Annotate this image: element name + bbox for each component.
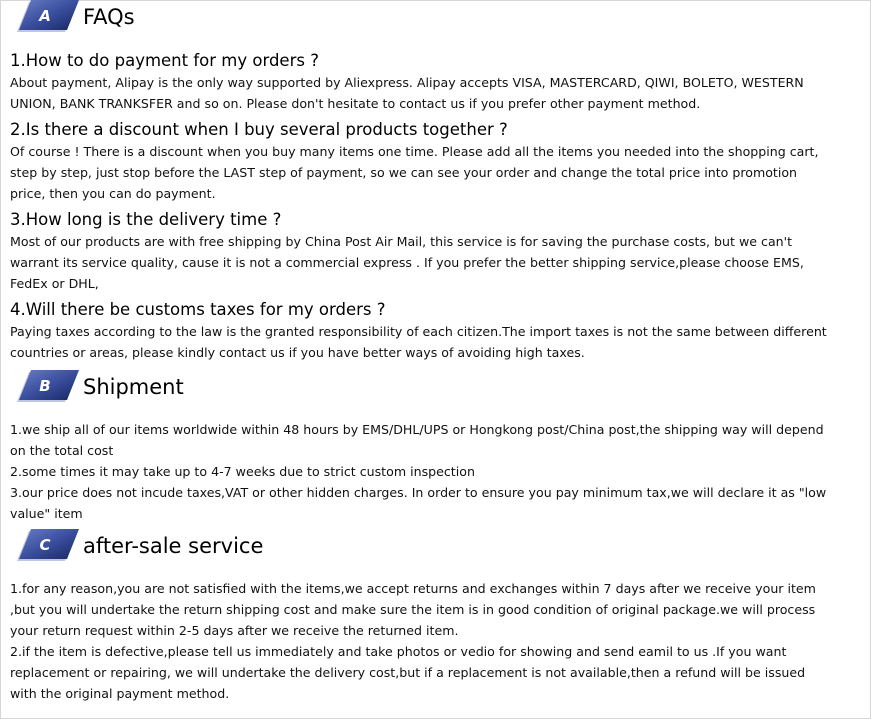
shipment-line: 1.we ship all of our items worldwide within 48 hours by EMS/DHL/UPS or Hongkong post/China post,the shipping way will depend on the total cost (10, 422, 824, 458)
faq-answer: About payment, Alipay is the only way supported by Aliexpress. Alipay accepts VISA, MASTERCARD, QIWI, BOLETO, WESTERN UNION, BANK TRANKSFER and so on. Please don't hesitate to contact us if you prefer other payment method. (10, 75, 804, 111)
faq-item-2 (10, 119, 830, 204)
after-sale-header (11, 526, 263, 566)
section-title-shipment: Shipment (83, 375, 184, 399)
after-sale-line: 1.for any reason,you are not satisfied with the items,we accept returns and exchanges within 7 days after we receive your item ,but you will undertake the return shipping cost and make sure the item is in good condition of original package.we will process your return request within 2-5 days after we receive the returned item. (10, 581, 816, 638)
shipment-line: 2.some times it may take up to 4-7 weeks due to strict custom inspection (10, 464, 475, 479)
faq-answer: Paying taxes according to the law is the granted responsibility of each citizen.The import taxes is not the same between different countries or areas, please kindly contact us if you have better ways of avoiding high taxes. (10, 324, 827, 360)
after-sale-content (10, 578, 830, 704)
shipment-content (10, 419, 830, 524)
faq-answer: Of course ! There is a discount when you buy many items one time. Please add all the items you needed into the shopping cart, step by step, just stop before the LAST step of payment, so we can see your order and change the total price into promotion price, then you can do payment. (10, 144, 819, 201)
faqs-header (11, 0, 135, 37)
badge-letter: A (39, 7, 51, 25)
faq-question: 1.How to do payment for my orders ? (10, 51, 319, 70)
badge-letter: B (39, 377, 51, 395)
faq-item-1 (10, 50, 830, 114)
badge-letter: C (39, 536, 51, 554)
section-title-after-sale: after-sale service (83, 534, 264, 558)
faq-question: 2.Is there a discount when I buy several products together ? (10, 120, 508, 139)
faq-question: 3.How long is the delivery time ? (10, 210, 282, 229)
section-badge-b (11, 368, 83, 406)
faq-question: 4.Will there be customs taxes for my orders ? (10, 300, 386, 319)
shipment-header (11, 367, 184, 407)
section-title-faqs: FAQs (83, 5, 135, 29)
section-badge-c (11, 527, 83, 565)
section-badge-a (11, 0, 83, 36)
faq-item-4 (10, 299, 830, 363)
faq-item-3 (10, 209, 830, 294)
faq-answer: Most of our products are with free shipping by China Post Air Mail, this service is for saving the purchase costs, but we can't warrant its service quality, cause it is not a commercial express . If you prefer the better shipping service,please choose EMS, FedEx or DHL, (10, 234, 804, 291)
shipment-line: 3.our price does not incude taxes,VAT or other hidden charges. In order to ensure you pay minimum tax,we will declare it as "low value" item (10, 485, 827, 521)
after-sale-line: 2.if the item is defective,please tell us immediately and take photos or vedio for showing and send eamil to us .If you want replacement or repairing, we will undertake the delivery cost,but if a replacement is not available,then a refund will be issued with the original payment method. (10, 644, 806, 701)
